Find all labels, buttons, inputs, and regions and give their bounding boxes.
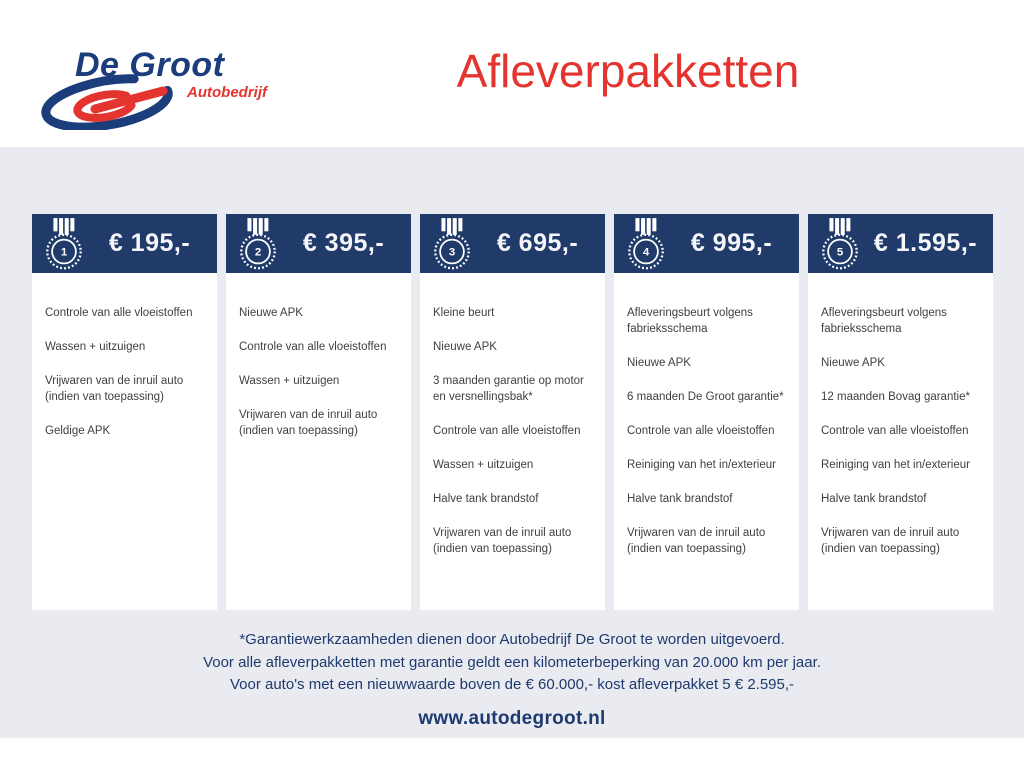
website-link[interactable]: www.autodegroot.nl (418, 708, 606, 729)
package-card-body (420, 273, 605, 610)
medal-icon (430, 218, 474, 271)
page-title: Afleverpakketten (456, 45, 800, 97)
package-card (420, 214, 605, 610)
footer-note-line: Voor auto's met een nieuwwaarde boven de € 60.000,- kost afleverpakket 5 € 2.595,- (229, 676, 795, 693)
package-price: € 195,- (108, 229, 191, 257)
medal-number: 3 (448, 246, 456, 259)
package-item: Vrijwaren van de inruil auto (indien van toepassing) (821, 527, 960, 555)
package-price: € 695,- (496, 229, 579, 257)
package-price: € 395,- (302, 229, 385, 257)
package-item: Nieuwe APK (239, 307, 303, 319)
package-card-body (226, 273, 411, 610)
medal-icon (42, 218, 86, 271)
package-card-header (808, 214, 993, 273)
footer-note-line: *Garantiewerkzaamheden dienen door Autobedrijf De Groot te worden uitgevoerd. (239, 631, 785, 648)
package-item: Wassen + uitzuigen (239, 375, 340, 387)
package-item: Nieuwe APK (627, 357, 691, 369)
package-card-body (808, 273, 993, 610)
footer-notes (0, 629, 1024, 697)
package-item: Wassen + uitzuigen (45, 341, 146, 353)
package-card-header (420, 214, 605, 273)
package-item: Controle van alle vloeistoffen (821, 425, 969, 437)
package-item: Afleveringsbeurt volgens fabrieksschema (627, 307, 753, 335)
footer-note-line: Voor alle afleverpakketten met garantie geldt een kilometerbeperking van 20.000 km per jaar. (203, 653, 821, 671)
package-card-header (32, 214, 217, 273)
package-item: Nieuwe APK (821, 357, 885, 369)
logo-name: De Groot (75, 46, 225, 84)
medal-icon (818, 218, 862, 271)
package-card (614, 214, 799, 610)
package-item: 6 maanden De Groot garantie* (627, 391, 784, 403)
medal-icon (236, 218, 280, 271)
package-card-body (614, 273, 799, 610)
package-item: Vrijwaren van de inruil auto (indien van toepassing) (239, 409, 378, 437)
package-item: Controle van alle vloeistoffen (433, 425, 581, 437)
package-item: Nieuwe APK (433, 341, 497, 353)
medal-number: 5 (836, 246, 844, 259)
package-price: € 995,- (690, 229, 773, 257)
company-logo (35, 46, 267, 136)
package-item: Afleveringsbeurt volgens fabrieksschema (821, 307, 947, 335)
package-item: Halve tank brandstof (627, 493, 733, 505)
medal-number: 2 (254, 246, 262, 259)
package-item: 12 maanden Bovag garantie* (821, 391, 970, 403)
package-item: Wassen + uitzuigen (433, 459, 534, 471)
logo-subtitle: Autobedrijf (187, 84, 267, 101)
package-item: Controle van alle vloeistoffen (627, 425, 775, 437)
medal-icon (624, 218, 668, 271)
package-card (808, 214, 993, 610)
package-card (32, 214, 217, 610)
package-item: Reiniging van het in/exterieur (627, 459, 776, 471)
package-card-body (32, 273, 217, 610)
package-item: Halve tank brandstof (433, 493, 539, 505)
package-price: € 1.595,- (873, 229, 978, 257)
package-item: Halve tank brandstof (821, 493, 927, 505)
package-item: Vrijwaren van de inruil auto (indien van toepassing) (433, 527, 572, 555)
package-item: Geldige APK (45, 425, 111, 437)
package-card-header (226, 214, 411, 273)
package-item: Controle van alle vloeistoffen (45, 307, 193, 319)
package-item: Vrijwaren van de inruil auto (indien van toepassing) (627, 527, 766, 555)
package-item: 3 maanden garantie op motor en versnellingsbak* (433, 375, 584, 403)
medal-number: 1 (60, 246, 68, 259)
package-card (226, 214, 411, 610)
medal-number: 4 (642, 246, 650, 259)
package-item: Vrijwaren van de inruil auto (indien van toepassing) (45, 375, 184, 403)
package-item: Reiniging van het in/exterieur (821, 459, 970, 471)
package-item: Kleine beurt (433, 307, 495, 319)
packages-row (32, 214, 993, 610)
package-card-header (614, 214, 799, 273)
package-item: Controle van alle vloeistoffen (239, 341, 387, 353)
